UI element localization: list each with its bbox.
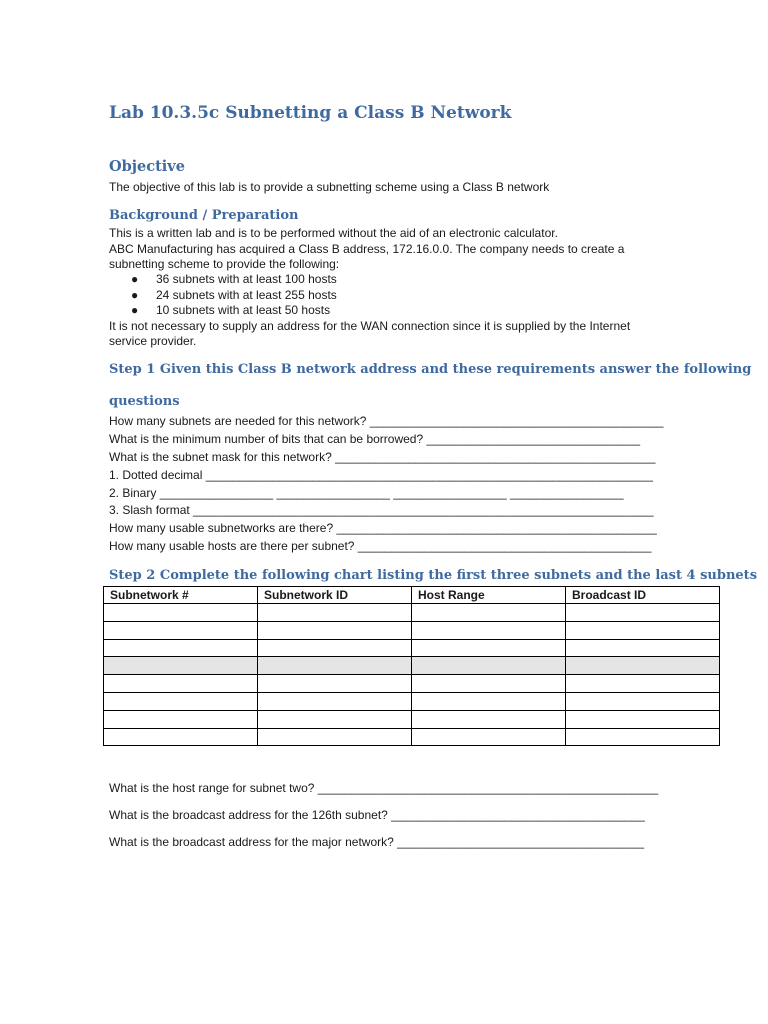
table-cell[interactable] xyxy=(104,621,258,639)
table-cell[interactable] xyxy=(566,604,720,622)
table-cell xyxy=(258,657,412,675)
table-cell[interactable] xyxy=(566,692,720,710)
question-binary[interactable]: 2. Binary _________________ _________________ _________________ _________________ xyxy=(109,486,624,500)
table-cell[interactable] xyxy=(258,675,412,693)
table-cell[interactable] xyxy=(566,675,720,693)
question-usable-subnetworks[interactable]: How many usable subnetworks are there? ________________________________________________ xyxy=(109,521,657,535)
table-cell[interactable] xyxy=(566,621,720,639)
step2-heading: Step 2 Complete the following chart listing the first three subnets and the last 4 subnets xyxy=(109,568,758,583)
table-cell[interactable] xyxy=(566,710,720,728)
table-cell[interactable] xyxy=(412,692,566,710)
background-heading: Background / Preparation xyxy=(109,208,299,223)
table-cell[interactable] xyxy=(258,621,412,639)
step1-heading-continued: questions xyxy=(109,394,180,409)
table-cell[interactable] xyxy=(566,639,720,657)
list-item xyxy=(109,272,337,288)
table-cell[interactable] xyxy=(104,710,258,728)
list-item-text: 24 subnets with at least 255 hosts xyxy=(156,287,337,302)
table-cell[interactable] xyxy=(412,675,566,693)
table-row xyxy=(104,692,720,710)
list-item-text: 10 subnets with at least 50 hosts xyxy=(156,303,331,317)
table-cell[interactable] xyxy=(412,728,566,746)
table-row xyxy=(104,621,720,639)
list-item xyxy=(109,288,337,304)
table-cell[interactable] xyxy=(412,604,566,622)
table-row-separator xyxy=(104,657,720,675)
table-cell xyxy=(566,657,720,675)
bullet-icon: ● xyxy=(131,287,139,302)
question-usable-hosts[interactable]: How many usable hosts are there per subnet? ____________________________________________ xyxy=(109,539,652,553)
table-row xyxy=(104,710,720,728)
column-header-subnetwork-number: Subnetwork # xyxy=(104,587,258,604)
question-broadcast-126th-subnet[interactable]: What is the broadcast address for the 126th subnet? ______________________________________ xyxy=(109,808,645,822)
table-row xyxy=(104,639,720,657)
objective-text: The objective of this lab is to provide a subnetting scheme using a Class B network xyxy=(109,180,550,194)
table-cell[interactable] xyxy=(412,639,566,657)
question-broadcast-major-network[interactable]: What is the broadcast address for the major network? _____________________________________ xyxy=(109,835,645,849)
background-line: subnetting scheme to provide the following: xyxy=(109,257,340,271)
table-cell[interactable] xyxy=(258,604,412,622)
background-note-line: service provider. xyxy=(109,334,197,348)
table-cell[interactable] xyxy=(412,710,566,728)
column-header-broadcast-id: Broadcast ID xyxy=(566,587,720,604)
table-cell[interactable] xyxy=(104,728,258,746)
table-header-row xyxy=(104,587,720,604)
table-row xyxy=(104,728,720,746)
table-cell[interactable] xyxy=(104,639,258,657)
table-cell[interactable] xyxy=(258,692,412,710)
list-item xyxy=(109,303,337,319)
question-slash-format[interactable]: 3. Slash format _____________________________________________________________________ xyxy=(109,503,654,517)
list-item-text: 36 subnets with at least 100 hosts xyxy=(156,272,337,286)
background-line: This is a written lab and is to be performed without the aid of an electronic calculator. xyxy=(109,226,558,240)
table-cell xyxy=(412,657,566,675)
table-cell xyxy=(104,657,258,675)
requirements-list xyxy=(109,272,337,319)
background-note-line: It is not necessary to supply an address for the WAN connection since it is supplied by the Internet xyxy=(109,318,631,333)
question-min-bits[interactable]: What is the minimum number of bits that can be borrowed? ________________________________ xyxy=(109,432,641,446)
column-header-subnetwork-id: Subnetwork ID xyxy=(258,587,412,604)
table-cell[interactable] xyxy=(412,621,566,639)
table-cell[interactable] xyxy=(258,639,412,657)
table-row xyxy=(104,604,720,622)
table-cell[interactable] xyxy=(566,728,720,746)
table-cell[interactable] xyxy=(258,728,412,746)
step1-heading: Step 1 Given this Class B network address and these requirements answer the following xyxy=(109,362,752,377)
objective-heading: Objective xyxy=(109,158,185,175)
question-subnet-mask[interactable]: What is the subnet mask for this network? ________________________________________________ xyxy=(109,450,656,464)
background-line: ABC Manufacturing has acquired a Class B address, 172.16.0.0. The company needs to create a xyxy=(109,241,625,256)
table-cell[interactable] xyxy=(258,710,412,728)
bullet-icon: ● xyxy=(131,272,139,286)
question-dotted-decimal[interactable]: 1. Dotted decimal ___________________________________________________________________ xyxy=(109,468,653,482)
table-cell[interactable] xyxy=(104,604,258,622)
table-row xyxy=(104,675,720,693)
page-title: Lab 10.3.5c Subnetting a Class B Network xyxy=(109,103,512,123)
bullet-icon: ● xyxy=(131,303,139,317)
question-subnets-needed[interactable]: How many subnets are needed for this network? ____________________________________________ xyxy=(109,414,664,428)
table-cell[interactable] xyxy=(104,692,258,710)
column-header-host-range: Host Range xyxy=(412,587,566,604)
question-host-range-subnet-two[interactable]: What is the host range for subnet two? ___________________________________________________ xyxy=(109,781,659,795)
table-cell[interactable] xyxy=(104,675,258,693)
subnet-chart-table xyxy=(103,586,720,746)
